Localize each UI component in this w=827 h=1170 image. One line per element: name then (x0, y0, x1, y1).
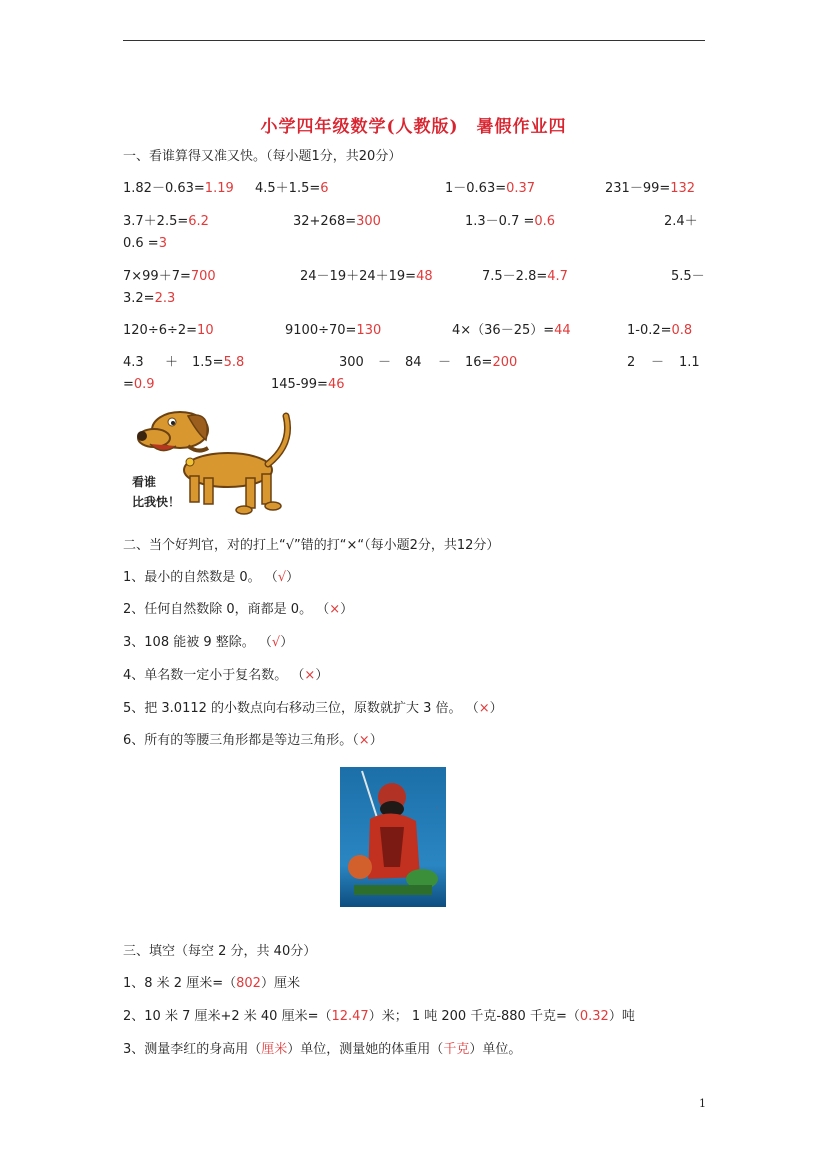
judge-item: 1、最小的自然数是 0。 （√） (123, 570, 300, 585)
answer: 6 (320, 181, 329, 196)
problem: 1.3－0.7 =0.6 (465, 214, 556, 229)
answer: 3 (158, 236, 167, 251)
judge-item: 3、108 能被 9 整除。 （√） (123, 635, 294, 650)
problem: 1.1 (679, 355, 700, 370)
judge-item: 2、任何自然数除 0，商都是 0。 （×） (123, 602, 354, 617)
answer: 130 (356, 323, 382, 338)
problem: 300 (339, 355, 364, 370)
problem: 24－19＋24＋19=48 (300, 269, 433, 284)
answer: 48 (416, 269, 433, 284)
answer: 700 (190, 269, 216, 284)
fill-item: 2、10 米 7 厘米+2 米 40 厘米=（12.47）米； 1 吨 200 千克-880 千克=（0.32）吨 (123, 1009, 635, 1024)
problem: 7.5－2.8=4.7 (482, 269, 568, 284)
problem: 7×99＋7=700 (123, 269, 216, 284)
problem: 2 (627, 355, 636, 370)
problem: 84 (405, 355, 422, 370)
problem: 4.3 (123, 355, 144, 370)
answer-mark: × (304, 668, 316, 683)
answer: 0.32 (579, 1009, 609, 1024)
answer-mark: × (358, 733, 370, 748)
problem: 3.7＋2.5=6.2 (123, 214, 209, 229)
problem: 1.5=5.8 (192, 355, 245, 370)
answer-mark: √ (271, 635, 281, 650)
judge-item: 5、把 3.0112 的小数点向右移动三位，原数就扩大 3 倍。 （×） (123, 701, 503, 716)
answer: 46 (327, 377, 345, 392)
problem: 4×（36－25）=44 (452, 323, 571, 338)
dog-caption-1: 看谁 (132, 475, 157, 489)
problem-operator: － (378, 355, 392, 370)
answer: 2.3 (154, 291, 176, 306)
problem-continued: 3.2=2.3 (123, 291, 176, 306)
problem-operator: － (651, 355, 665, 370)
fill-item: 1、8 米 2 厘米=（802）厘米 (123, 976, 300, 991)
problem: 9100÷70=130 (285, 323, 382, 338)
answer: 802 (236, 976, 261, 991)
section3-heading: 三、填空（每空 2 分，共 40分） (123, 944, 317, 959)
problem: 2.4＋ (664, 214, 698, 229)
header-rule (123, 40, 705, 41)
answer: 132 (670, 181, 696, 196)
svg-text:·: · (432, 807, 439, 809)
answer-mark: √ (277, 570, 287, 585)
answer: 10 (197, 323, 214, 338)
answer: 0.6 (534, 214, 556, 229)
section2-heading: 二、当个好判官，对的打上“√”错的打“×“（每小题2分，共12分） (123, 538, 500, 553)
page-number: 1 (699, 1097, 706, 1110)
problem: 4.5＋1.5=6 (255, 181, 329, 196)
answer: 千克 (443, 1042, 470, 1057)
problem: 120÷6÷2=10 (123, 323, 214, 338)
problem: 1-0.2=0.8 (627, 323, 693, 338)
dog-illustration (128, 404, 296, 516)
answer: 300 (356, 214, 381, 229)
answer: 1.19 (204, 181, 234, 196)
judge-item: 6、所有的等腰三角形都是等边三角形。（×） (123, 733, 383, 748)
problem: 16=200 (465, 355, 518, 370)
answer-mark: × (329, 602, 341, 617)
problem: 231－99=132 (605, 181, 696, 196)
problem-continued: 0.6 =3 (123, 236, 167, 251)
answer: 200 (492, 355, 518, 370)
answer-mark: × (478, 701, 490, 716)
figure-poster-image (340, 767, 446, 907)
problem-continued: =0.9 (123, 377, 155, 392)
page-title: 小学四年级数学(人教版) 暑假作业四 (260, 117, 567, 137)
answer: 12.47 (331, 1009, 369, 1024)
problem: 32+268=300 (293, 214, 381, 229)
dog-caption-2: 比我快！ (132, 495, 181, 509)
problem: 145-99=46 (271, 377, 345, 392)
problem-operator: ＋ (165, 355, 179, 370)
problem: 1.82－0.63=1.19 (123, 181, 234, 196)
answer: 44 (554, 323, 571, 338)
answer: 5.8 (223, 355, 245, 370)
judge-item: 4、单名数一定小于复名数。 （×） (123, 668, 329, 683)
answer: 0.9 (133, 377, 155, 392)
answer: 0.8 (671, 323, 693, 338)
answer: 4.7 (547, 269, 568, 284)
section1-heading: 一、看谁算得又准又快。（每小题1分，共20分） (123, 149, 402, 164)
answer: 0.37 (506, 181, 536, 196)
problem: 5.5－ (671, 269, 705, 284)
problem: 1－0.63=0.37 (445, 181, 536, 196)
answer: 6.2 (188, 214, 209, 229)
problem-operator: － (438, 355, 452, 370)
fill-item: 3、测量李红的身高用（厘米）单位，测量她的体重用（千克）单位。 (123, 1042, 522, 1057)
answer: 厘米 (261, 1042, 288, 1057)
